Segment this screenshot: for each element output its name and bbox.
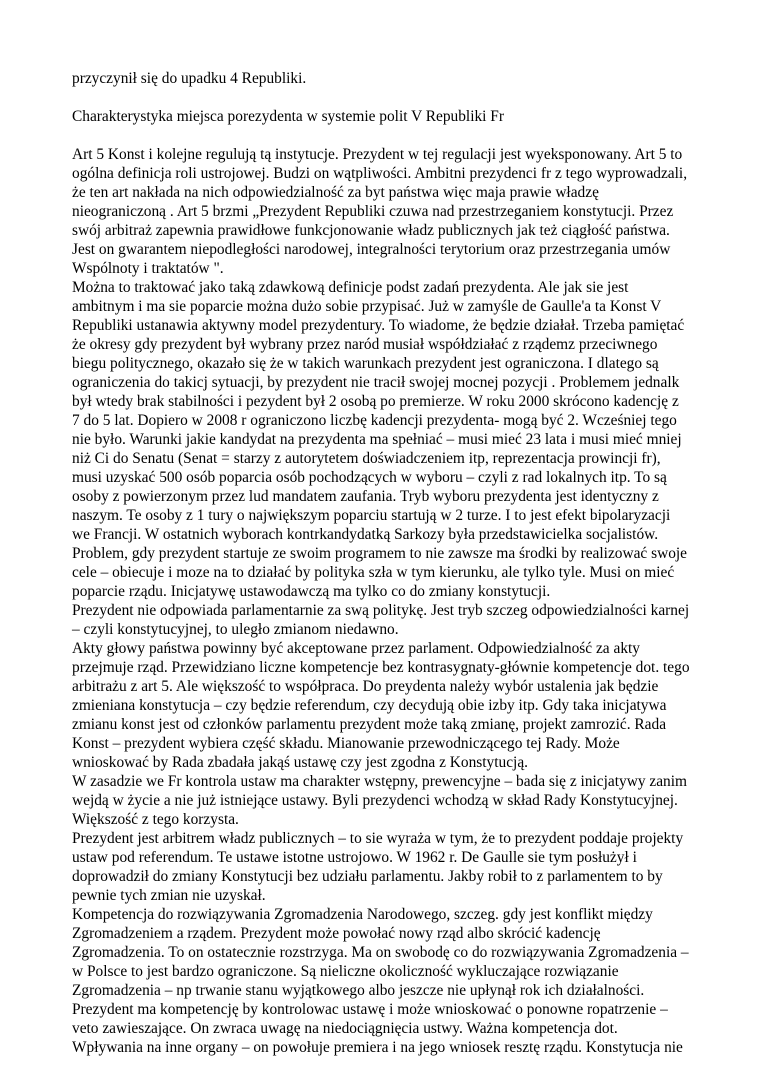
text-line: Wspólnoty i traktatów ". [72,260,224,277]
text-line: przejmuje rząd. Przewidziano liczne kompetencje bez kontrasygnaty-głównie kompetencje dot. tego [72,659,690,676]
text-line: veto zawieszające. On zwraca uwagę na niedociągnięcia ustwy. Ważna kompetencja dot. [72,1020,618,1037]
text-line: Jest on gwarantem niepodległości narodowej, integralności terytorium oraz przestrzegania umów [72,241,671,258]
text-line: Większość z tego korzysta. [72,811,239,828]
document-page [72,69,692,1057]
text-line: Prezydent ma kompetencję by kontrolowac ustawę i może wnioskować o ponowne ropatrzenie – [72,1001,668,1018]
text-line: Akty głowy państwa powinny być akceptowane przez parlament. Odpowiedzialność za akty [72,640,640,657]
text-line: zmieniana konstytucja – czy będzie referendum, czy decydują obie izby itp. Gdy taka inicjatywa [72,697,667,714]
paragraph-definition [72,278,692,601]
text-line: wejdą w życie a nie już istniejące ustawy. Byli prezydenci wchodzą w skład Rady Konstytucyjnej. [72,792,678,809]
text-line: ograniczenia do takicj sytuacji, by prezydent nie tracił swojej mocnej pozycji . Problemem jednalk [72,374,680,391]
text-line: Zgromadzenia – np trwanie stanu wyjątkowego albo jeszcze nie upłynął rok ich działalności. [72,982,645,999]
text-line: Kompetencja do rozwiązywania Zgromadzenia Narodowego, szczeg. gdy jest konflikt między [72,906,653,923]
text-line: Problem, gdy prezydent startuje ze swoim programem to nie zawsze ma środki by realizować swoje [72,545,688,562]
text-line: pewnie tych zmian nie uzyskał. [72,887,266,904]
paragraph-dissolution [72,905,692,1000]
text-line: doprowadził do zmiany Konstytucji bez udziału parlamentu. Jakby robił to z parlamentem to by [72,868,663,885]
text-line: – czyli konstytucyjnej, to uległo zmianom niedawno. [72,621,399,638]
text-line: w Polsce to jest bardzo ograniczone. Są nieliczne okoliczność wykluczające rozwiązanie [72,963,619,980]
paragraph-control [72,772,692,829]
text-line: wnioskować by Rada zbadała jakąś ustawę czy jest zgodna z Konstytucją. [72,754,529,771]
text-line: arbitrażu z art 5. Ale większość to współpraca. Do preydenta należy wybór ustalenia jak będzie [72,678,659,695]
text-line: Prezydent jest arbitrem władz publicznych – to sie wyraża w tym, że to prezydent poddaje projekty [72,830,684,847]
text-line: niż Ci do Senatu (Senat = starzy z autorytetem doświadczeniem itp, reprezentacja prowincji fr), [72,450,661,467]
text-line: Art 5 Konst i kolejne regulują tą instytucje. Prezydent w tej regulacji jest wyeksponowany. Art 5 to [72,146,683,163]
text-line: Konst – prezydent wybiera część składu. Mianowanie przewodniczącego tej Rady. Może [72,735,620,752]
text-line: że ten art nakłada na nich odpowiedzialność za byt państwa więc maja prawie władzę [72,184,599,201]
text-line: poparcie rządu. Inicjatywę ustawodawczą ma tylko co do zmiany konstytucji. [72,583,551,600]
text-line: ogólna definicja roli ustrojowej. Budzi on wątpliwości. Ambitni prezydenci fr z tego wyprowadzali, [72,165,688,182]
text-line: Charakterystyka miejsca porezydenta w systemie polit V Republiki Fr [72,108,504,125]
text-line: nieograniczoną . Art 5 brzmi „Prezydent Republiki czuwa nad przestrzeganiem konstytucji. Przez [72,203,674,220]
paragraph-veto [72,1000,692,1057]
text-line: 7 do 5 lat. Dopiero w 2008 r ograniczono liczbę kadencji prezydenta- mogą być 2. Wcześniej tego [72,412,677,429]
text-line: że okresy gdy prezydent był wybrany przez naród musiał współdziałać z rządemz przeciwnego [72,336,658,353]
text-line: osoby z powierzonym przez lud mandatem zaufania. Tryb wyboru prezydenta jest identyczny z [72,488,659,505]
section-heading [72,107,692,126]
text-line: zmianu konst jest od członków parlamentu prezydent może taką zmianę, projekt zamrozić. Rada [72,716,667,733]
paragraph-art5 [72,145,692,278]
text-line: Zgromadzenia. To on ostatecznie rozstrzyga. Ma on swobodę co do rozwiązywania Zgromadzenia – [72,944,689,961]
text-line: cele – obiecuje i moze na to działać by polityka szła w tym kierunku, ale tylko tyle. Musi on mieć [72,564,675,581]
text-line: ustaw pod referendum. Te ustawe istotne ustrojowo. W 1962 r. De Gaulle sie tym posłużył i [72,849,637,866]
text-line: przyczynił się do upadku 4 Republiki. [72,70,307,87]
paragraph-acts [72,639,692,772]
intro-line [72,69,692,88]
text-line: nie było. Warunki jakie kandydat na prezydenta ma spełniać – musi mieć 23 lata i musi mieć mniej [72,431,682,448]
text-line: biegu politycznego, okazało się że w takich warunkach prezydent jest ograniczona. I dlatego są [72,355,659,372]
text-line: ambitnym i ma sie poparcie można dużo sobie przypisać. Już w zamyśle de Gaulle'a ta Konst V [72,298,662,315]
text-line: Zgromadzeniem a rządem. Prezydent może powołać nowy rząd albo skrócić kadencję [72,925,601,942]
text-line: Republiki ustanawia aktywny model prezydentury. To wiadome, że będzie działał. Trzeba pamiętać [72,317,685,334]
text-line: był wtedy brak stabilności i pezydent był 2 osobą po premierze. W roku 2000 skrócono kadencję z [72,393,679,410]
text-line: musi uzyskać 500 osób poparcia osób pochodzących w wyboru – czyli z rad lokalnych itp. To są [72,469,667,486]
text-line: Wpływania na inne organy – on powołuje premiera i na jego wniosek resztę rządu. Konstytucja nie [72,1039,683,1056]
text-line: Prezydent nie odpowiada parlamentarnie za swą politykę. Jest tryb szczeg odpowiedzialności karnej [72,602,690,619]
text-line: we Francji. W ostatnich wyborach kontrkandydatką Sarkozy była przedstawicielka socjalistów. [72,526,659,543]
paragraph-arbiter [72,829,692,905]
text-line: Można to traktować jako taką zdawkową definicje podst zadań prezydenta. Ale jak sie jest [72,279,629,296]
paragraph-responsibility [72,601,692,639]
text-line: naszym. Te osoby z 1 tury o największym poparciu startują w 2 turze. I to jest efekt bipolaryzacji [72,507,671,524]
text-line: W zasadzie we Fr kontrola ustaw ma charakter wstępny, prewencyjne – bada się z inicjatywy zanim [72,773,687,790]
text-line: swój arbitraż zapewnia prawidłowe funkcjonowanie władz publicznych jak też ciągłość państwa. [72,222,670,239]
